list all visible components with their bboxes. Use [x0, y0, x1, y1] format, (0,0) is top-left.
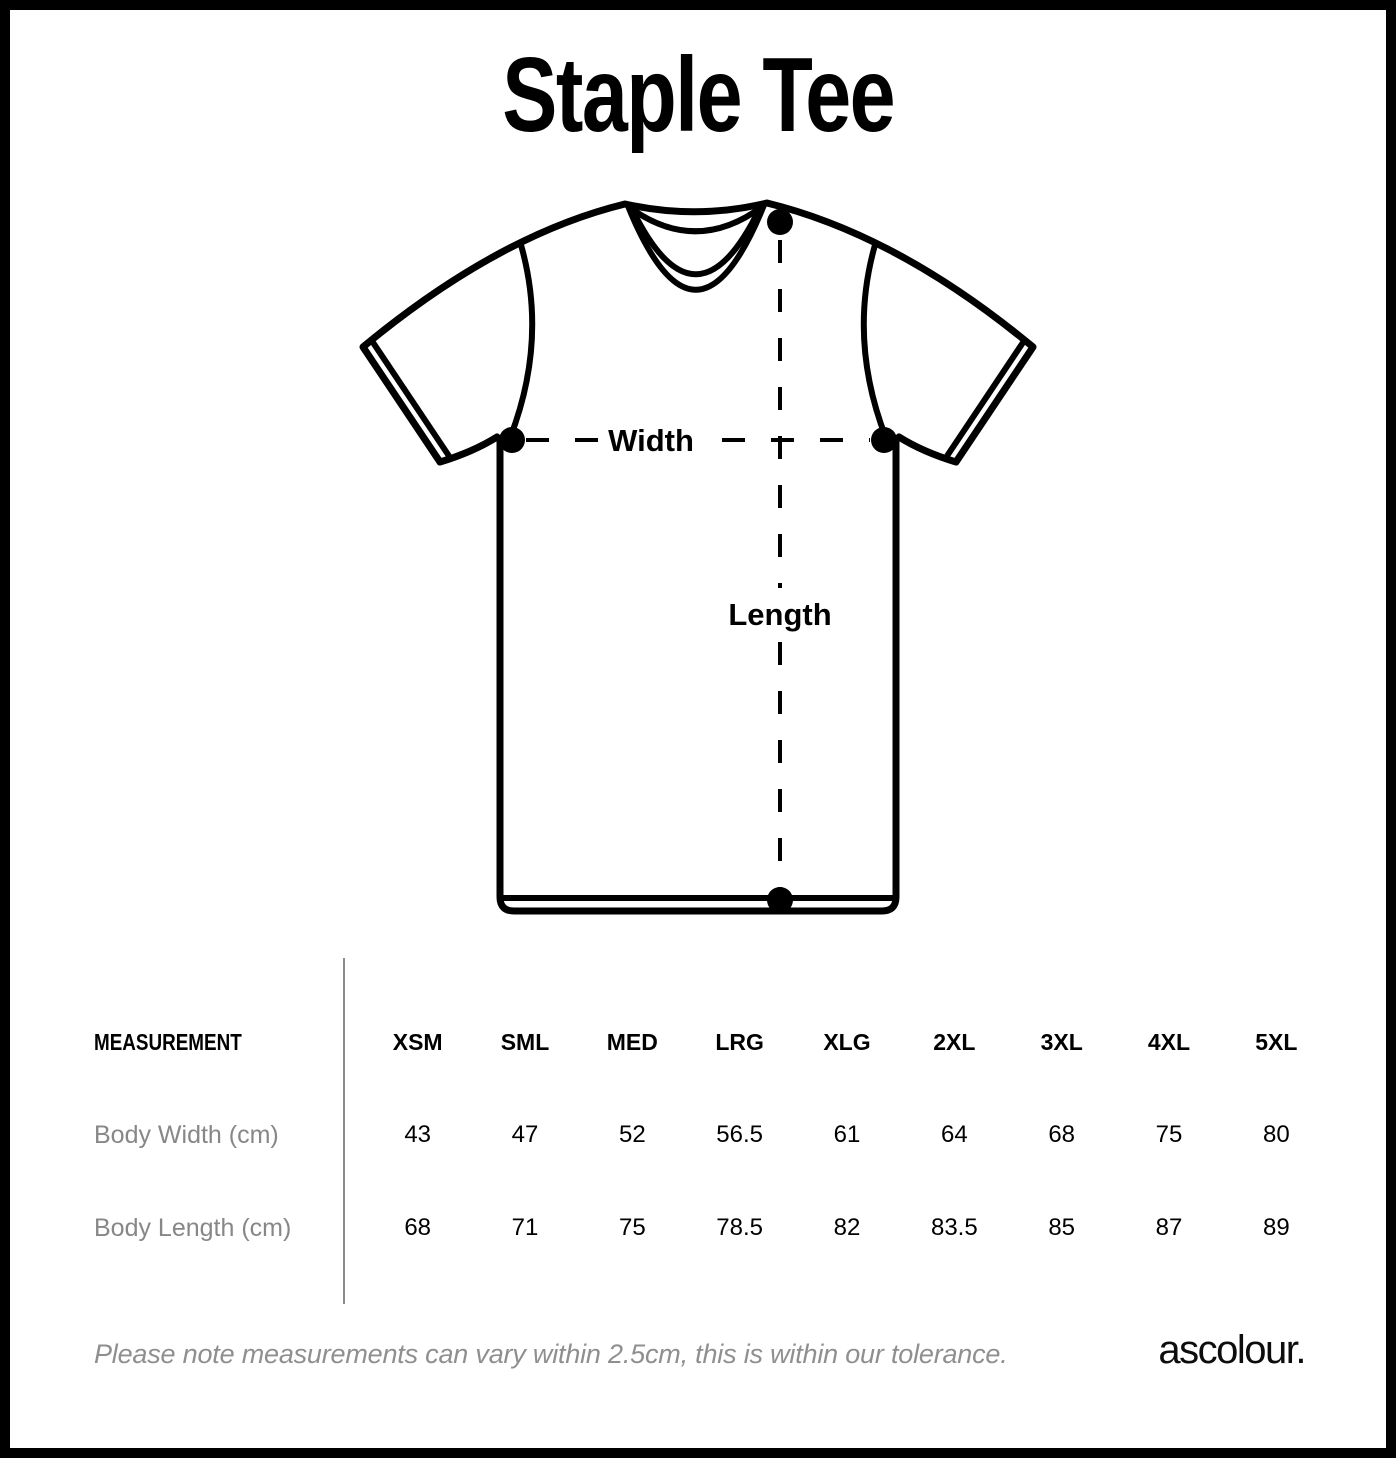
body-length-med: 75: [618, 1214, 646, 1241]
length-label: Length: [728, 597, 832, 632]
body-length-2xl: 83.5: [930, 1214, 978, 1241]
body-width-3xl: 68: [1048, 1121, 1076, 1148]
left-armpit-measure-dot: [499, 427, 525, 453]
body-width-5xl: 80: [1262, 1121, 1290, 1148]
size-table: [94, 1010, 1330, 1260]
brand-logo: ascolour.: [1158, 1328, 1305, 1372]
size-header-xsm: XSM: [392, 1028, 443, 1055]
body-length-sml: 71: [511, 1214, 539, 1241]
tolerance-note: Please note measurements can vary within 2.5cm, this is within our tolerance.: [94, 1339, 1008, 1369]
body-length-3xl: 85: [1048, 1214, 1076, 1241]
body-width-med: 52: [618, 1121, 646, 1148]
size-header-xlg: XLG: [823, 1028, 871, 1055]
shoulder-measure-dot: [767, 209, 793, 235]
body-width-xlg: 61: [833, 1121, 861, 1148]
footer: [94, 1328, 1305, 1384]
tee-outline-svg: [348, 190, 1048, 925]
measurement-header: MEASUREMENT: [94, 1028, 242, 1055]
body-width-2xl: 64: [940, 1121, 968, 1148]
size-header-lrg: LRG: [715, 1028, 764, 1055]
body-width-xsm: 43: [404, 1121, 432, 1148]
tee-body-outline: [363, 203, 1033, 911]
hem-measure-dot: [767, 887, 793, 913]
width-label: Width: [608, 423, 694, 458]
size-header-2xl: 2XL: [933, 1028, 976, 1055]
body-length-xlg: 82: [833, 1214, 861, 1241]
body-length-xsm: 68: [404, 1214, 432, 1241]
body-length-lrg: 78.5: [716, 1214, 764, 1241]
body-length-5xl: 89: [1262, 1214, 1290, 1241]
body-length-4xl: 87: [1155, 1214, 1183, 1241]
size-header-5xl: 5XL: [1255, 1028, 1298, 1055]
size-header-4xl: 4XL: [1147, 1028, 1191, 1055]
size-header-sml: SML: [500, 1028, 550, 1055]
body-width-sml: 47: [511, 1121, 539, 1148]
size-header-3xl: 3XL: [1040, 1028, 1083, 1055]
body-width-4xl: 75: [1155, 1121, 1183, 1148]
tee-diagram: [348, 190, 1048, 925]
size-header-med: MED: [606, 1028, 658, 1055]
page-title-text: Staple Tee: [502, 36, 894, 154]
row-label-body-length: Body Length (cm): [94, 1213, 292, 1242]
body-width-lrg: 56.5: [716, 1121, 764, 1148]
right-armpit-measure-dot: [871, 427, 897, 453]
page-title: [0, 36, 1396, 154]
row-label-body-width: Body Width (cm): [94, 1120, 279, 1149]
